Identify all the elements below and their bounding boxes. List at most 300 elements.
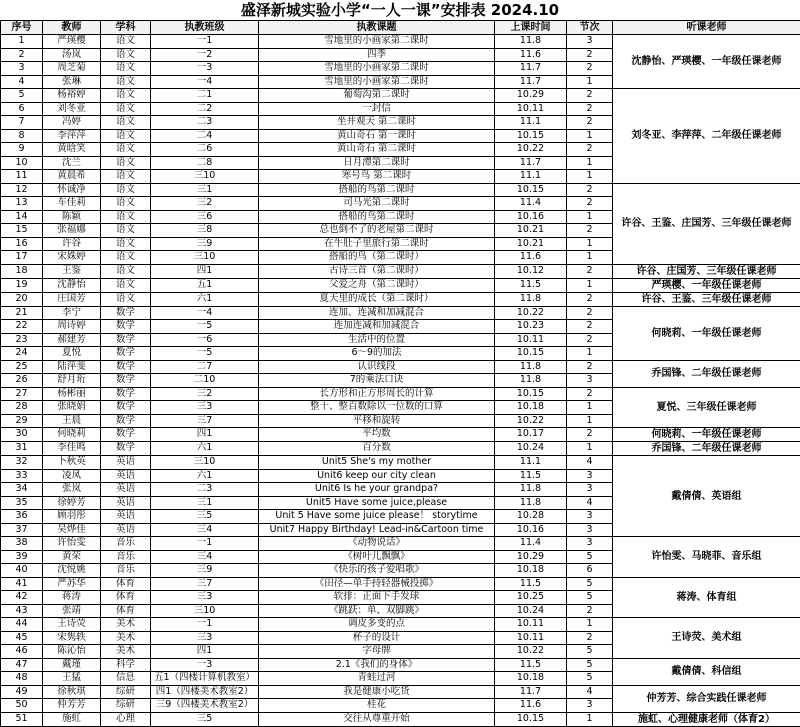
cell-teacher: 周芝菊 bbox=[43, 62, 101, 76]
cell-class: 三1 bbox=[151, 183, 259, 197]
cell-class: 一3 bbox=[151, 62, 259, 76]
cell-period: 6 bbox=[567, 564, 613, 578]
cell-class: 二6 bbox=[151, 143, 259, 157]
cell-topic: 父爱之舟（第二课时） bbox=[259, 278, 495, 292]
cell-topic: 《树叶儿飘飘》 bbox=[259, 550, 495, 564]
cell-listeners: 戴倩倩、英语组 bbox=[613, 456, 800, 537]
cell-period: 1 bbox=[567, 251, 613, 265]
cell-topic: 寒号鸟 第二课时 bbox=[259, 170, 495, 184]
cell-period: 2 bbox=[567, 428, 613, 442]
cell-class: 三9 bbox=[151, 237, 259, 251]
cell-listeners: 王诗荧、美术组 bbox=[613, 618, 800, 659]
cell-index: 1 bbox=[1, 35, 43, 49]
cell-topic: 《跳跃：单、双脚跳》 bbox=[259, 604, 495, 618]
cell-period: 2 bbox=[567, 333, 613, 347]
cell-teacher: 卜秋英 bbox=[43, 456, 101, 470]
cell-topic: 青蛙过河 bbox=[259, 672, 495, 686]
cell-period: 2 bbox=[567, 264, 613, 278]
cell-period: 2 bbox=[567, 183, 613, 197]
cell-class: 五1 bbox=[151, 278, 259, 292]
cell-topic: 黄山奇石 第二课时 bbox=[259, 143, 495, 157]
cell-time: 10.29 bbox=[495, 89, 567, 103]
cell-subject: 语文 bbox=[101, 237, 151, 251]
cell-index: 31 bbox=[1, 442, 43, 456]
cell-listeners: 许谷、王鉴、庄国芳、三年级任课老师 bbox=[613, 183, 800, 264]
cell-topic: 雪地里的小画家第二课时 bbox=[259, 62, 495, 76]
cell-teacher: 陈颖 bbox=[43, 210, 101, 224]
table-row bbox=[1, 456, 800, 470]
cell-teacher: 陈沁怡 bbox=[43, 645, 101, 659]
cell-class: 四1（四楼美术教室2） bbox=[151, 685, 259, 699]
cell-index: 38 bbox=[1, 537, 43, 551]
cell-time: 11.7 bbox=[495, 685, 567, 699]
cell-class: 三7 bbox=[151, 414, 259, 428]
cell-period: 2 bbox=[567, 62, 613, 76]
cell-class: 三2 bbox=[151, 197, 259, 211]
cell-subject: 数学 bbox=[101, 347, 151, 361]
table-row bbox=[1, 278, 800, 292]
cell-class: 一6 bbox=[151, 333, 259, 347]
cell-index: 50 bbox=[1, 699, 43, 713]
cell-class: 六1 bbox=[151, 442, 259, 456]
cell-period: 1 bbox=[567, 75, 613, 89]
cell-topic: 黄山奇石 第一课时 bbox=[259, 129, 495, 143]
cell-class: 六1 bbox=[151, 469, 259, 483]
cell-time: 11.8 bbox=[495, 35, 567, 49]
table-row bbox=[1, 618, 800, 632]
cell-topic: 日月潭第二课时 bbox=[259, 156, 495, 170]
cell-period: 2 bbox=[567, 292, 613, 306]
cell-class: 三5 bbox=[151, 510, 259, 524]
cell-class: 一5 bbox=[151, 347, 259, 361]
cell-topic: 字母牌 bbox=[259, 645, 495, 659]
cell-class: 三3 bbox=[151, 401, 259, 415]
header-subject: 学科 bbox=[101, 21, 151, 35]
cell-subject: 语文 bbox=[101, 89, 151, 103]
cell-index: 11 bbox=[1, 170, 43, 184]
cell-class: 四1 bbox=[151, 645, 259, 659]
cell-subject: 美术 bbox=[101, 631, 151, 645]
cell-time: 10.15 bbox=[495, 347, 567, 361]
cell-class: 三10 bbox=[151, 251, 259, 265]
table-row bbox=[1, 306, 800, 320]
cell-class: 二1 bbox=[151, 89, 259, 103]
header-teacher: 教师 bbox=[43, 21, 101, 35]
cell-index: 12 bbox=[1, 183, 43, 197]
cell-subject: 语文 bbox=[101, 35, 151, 49]
cell-listeners: 仲芳芳、综合实践任课老师 bbox=[613, 685, 800, 712]
cell-subject: 语文 bbox=[101, 251, 151, 265]
cell-period: 1 bbox=[567, 401, 613, 415]
cell-index: 18 bbox=[1, 264, 43, 278]
cell-teacher: 沈兰 bbox=[43, 156, 101, 170]
cell-topic: 搭船的鸟第二课时 bbox=[259, 210, 495, 224]
cell-index: 32 bbox=[1, 456, 43, 470]
cell-index: 2 bbox=[1, 48, 43, 62]
table-row bbox=[1, 577, 800, 591]
cell-time: 10.15 bbox=[495, 129, 567, 143]
cell-subject: 综研 bbox=[101, 699, 151, 713]
cell-time: 10.15 bbox=[495, 712, 567, 726]
cell-topic: 平移和旋转 bbox=[259, 414, 495, 428]
cell-topic: 《快乐的孩子爱唱歌》 bbox=[259, 564, 495, 578]
cell-subject: 科学 bbox=[101, 658, 151, 672]
cell-listeners: 乔国锋、二年级任课老师 bbox=[613, 442, 800, 456]
cell-time: 11.5 bbox=[495, 278, 567, 292]
cell-time: 10.17 bbox=[495, 428, 567, 442]
cell-period: 3 bbox=[567, 483, 613, 497]
cell-subject: 体育 bbox=[101, 604, 151, 618]
cell-period: 1 bbox=[567, 442, 613, 456]
cell-teacher: 黄晗笑 bbox=[43, 143, 101, 157]
table-row bbox=[1, 264, 800, 278]
cell-period: 4 bbox=[567, 456, 613, 470]
cell-class: 一1 bbox=[151, 618, 259, 632]
cell-subject: 英语 bbox=[101, 510, 151, 524]
cell-topic: Unit6 Is he your grandpa? bbox=[259, 483, 495, 497]
cell-subject: 语文 bbox=[101, 75, 151, 89]
table-row bbox=[1, 442, 800, 456]
cell-class: 三7 bbox=[151, 577, 259, 591]
cell-topic: Unit6 keep our city clean bbox=[259, 469, 495, 483]
cell-time: 10.15 bbox=[495, 183, 567, 197]
cell-listeners: 施虹、心理健康老师（体育2） bbox=[613, 712, 800, 726]
cell-teacher: 王晨 bbox=[43, 414, 101, 428]
cell-time: 10.15 bbox=[495, 387, 567, 401]
cell-subject: 语文 bbox=[101, 170, 151, 184]
cell-topic: 坐井观天 第二课时 bbox=[259, 116, 495, 130]
cell-time: 10.25 bbox=[495, 591, 567, 605]
cell-index: 21 bbox=[1, 306, 43, 320]
cell-index: 33 bbox=[1, 469, 43, 483]
cell-subject: 语文 bbox=[101, 129, 151, 143]
cell-teacher: 冯婷 bbox=[43, 116, 101, 130]
cell-period: 2 bbox=[567, 360, 613, 374]
cell-time: 10.22 bbox=[495, 143, 567, 157]
cell-time: 11.8 bbox=[495, 360, 567, 374]
cell-listeners: 乔国锋、二年级任课老师 bbox=[613, 360, 800, 387]
cell-class: 五1（四楼计算机教室） bbox=[151, 672, 259, 686]
cell-period: 2 bbox=[567, 604, 613, 618]
cell-time: 10.28 bbox=[495, 510, 567, 524]
cell-class: 四1 bbox=[151, 428, 259, 442]
cell-teacher: 宋隽轶 bbox=[43, 631, 101, 645]
cell-period: 2 bbox=[567, 320, 613, 334]
cell-class: 三9（四楼美术教室2） bbox=[151, 699, 259, 713]
cell-subject: 语文 bbox=[101, 156, 151, 170]
cell-class: 三5 bbox=[151, 712, 259, 726]
cell-subject: 音乐 bbox=[101, 537, 151, 551]
header-row bbox=[1, 21, 800, 35]
cell-topic: 长方形和正方形周长的计算 bbox=[259, 387, 495, 401]
cell-subject: 语文 bbox=[101, 292, 151, 306]
cell-index: 51 bbox=[1, 712, 43, 726]
cell-subject: 语文 bbox=[101, 278, 151, 292]
cell-time: 10.11 bbox=[495, 102, 567, 116]
cell-teacher: 李佳鸣 bbox=[43, 442, 101, 456]
cell-class: 三3 bbox=[151, 591, 259, 605]
cell-index: 23 bbox=[1, 333, 43, 347]
cell-topic: 生活中的位置 bbox=[259, 333, 495, 347]
cell-listeners: 严瑛樱、一年级任课老师 bbox=[613, 278, 800, 292]
cell-time: 11.8 bbox=[495, 483, 567, 497]
cell-topic: 《动物说话》 bbox=[259, 537, 495, 551]
cell-index: 39 bbox=[1, 550, 43, 564]
cell-period: 1 bbox=[567, 278, 613, 292]
table-row bbox=[1, 387, 800, 401]
cell-teacher: 顾羽彤 bbox=[43, 510, 101, 524]
cell-teacher: 施虹 bbox=[43, 712, 101, 726]
cell-topic: 2.1《我们的身体》 bbox=[259, 658, 495, 672]
cell-period: 1 bbox=[567, 712, 613, 726]
cell-subject: 语文 bbox=[101, 116, 151, 130]
cell-listeners: 许谷、王鉴、三年级任课老师 bbox=[613, 292, 800, 306]
cell-index: 9 bbox=[1, 143, 43, 157]
cell-time: 10.23 bbox=[495, 320, 567, 334]
cell-time: 11.5 bbox=[495, 658, 567, 672]
cell-period: 5 bbox=[567, 591, 613, 605]
cell-time: 11.4 bbox=[495, 537, 567, 551]
cell-teacher: 庄国芳 bbox=[43, 292, 101, 306]
table-row bbox=[1, 183, 800, 197]
cell-class: 三4 bbox=[151, 550, 259, 564]
cell-class: 二3 bbox=[151, 116, 259, 130]
cell-period: 2 bbox=[567, 48, 613, 62]
cell-index: 30 bbox=[1, 428, 43, 442]
cell-time: 10.11 bbox=[495, 631, 567, 645]
cell-class: 六1 bbox=[151, 292, 259, 306]
cell-index: 48 bbox=[1, 672, 43, 686]
cell-index: 22 bbox=[1, 320, 43, 334]
cell-class: 二7 bbox=[151, 360, 259, 374]
cell-class: 三2 bbox=[151, 387, 259, 401]
cell-topic: 古诗三首（第二课时） bbox=[259, 264, 495, 278]
cell-topic: 调皮多变的点 bbox=[259, 618, 495, 632]
cell-topic: 认识线段 bbox=[259, 360, 495, 374]
cell-teacher: 宋姝婷 bbox=[43, 251, 101, 265]
cell-teacher: 黄晨希 bbox=[43, 170, 101, 184]
cell-class: 一5 bbox=[151, 320, 259, 334]
cell-index: 3 bbox=[1, 62, 43, 76]
cell-class: 三3 bbox=[151, 631, 259, 645]
cell-class: 三10 bbox=[151, 456, 259, 470]
cell-time: 11.6 bbox=[495, 251, 567, 265]
cell-index: 49 bbox=[1, 685, 43, 699]
cell-teacher: 舒月珩 bbox=[43, 374, 101, 388]
cell-topic: 总也倒不了的老屋第二课时 bbox=[259, 224, 495, 238]
cell-period: 2 bbox=[567, 143, 613, 157]
cell-period: 2 bbox=[567, 102, 613, 116]
cell-topic: Unit7 Happy Birthday! Lead-in&Cartoon time bbox=[259, 523, 495, 537]
cell-subject: 数学 bbox=[101, 360, 151, 374]
cell-subject: 数学 bbox=[101, 374, 151, 388]
cell-topic: 连加、连减和加减混合 bbox=[259, 306, 495, 320]
cell-subject: 英语 bbox=[101, 469, 151, 483]
cell-period: 5 bbox=[567, 550, 613, 564]
cell-subject: 语文 bbox=[101, 224, 151, 238]
cell-topic: 百分数 bbox=[259, 442, 495, 456]
schedule-body bbox=[1, 35, 800, 727]
cell-index: 20 bbox=[1, 292, 43, 306]
cell-teacher: 仲芳芳 bbox=[43, 699, 101, 713]
cell-teacher: 戴瑾 bbox=[43, 658, 101, 672]
cell-period: 1 bbox=[567, 237, 613, 251]
cell-time: 11.4 bbox=[495, 197, 567, 211]
cell-period: 3 bbox=[567, 523, 613, 537]
cell-class: 一1 bbox=[151, 537, 259, 551]
cell-teacher: 怀诚净 bbox=[43, 183, 101, 197]
cell-time: 11.7 bbox=[495, 62, 567, 76]
cell-index: 43 bbox=[1, 604, 43, 618]
cell-teacher: 王鉴 bbox=[43, 264, 101, 278]
cell-topic: 桂花 bbox=[259, 699, 495, 713]
cell-subject: 语文 bbox=[101, 197, 151, 211]
cell-topic: 交往从尊重开始 bbox=[259, 712, 495, 726]
cell-topic: 软排：正面下手发球 bbox=[259, 591, 495, 605]
cell-time: 10.22 bbox=[495, 306, 567, 320]
cell-index: 36 bbox=[1, 510, 43, 524]
cell-class: 一1 bbox=[151, 35, 259, 49]
cell-time: 11.6 bbox=[495, 48, 567, 62]
table-row bbox=[1, 89, 800, 103]
table-row bbox=[1, 360, 800, 374]
cell-subject: 语文 bbox=[101, 210, 151, 224]
cell-index: 4 bbox=[1, 75, 43, 89]
cell-class: 三6 bbox=[151, 210, 259, 224]
cell-period: 3 bbox=[567, 510, 613, 524]
cell-teacher: 许怡雯 bbox=[43, 537, 101, 551]
cell-period: 3 bbox=[567, 374, 613, 388]
cell-period: 1 bbox=[567, 129, 613, 143]
cell-teacher: 夏悦 bbox=[43, 347, 101, 361]
table-row bbox=[1, 685, 800, 699]
cell-time: 11.7 bbox=[495, 75, 567, 89]
cell-listeners: 何晓莉、一年级任课老师 bbox=[613, 306, 800, 360]
cell-topic: 雪地里的小画家第二课时 bbox=[259, 35, 495, 49]
cell-teacher: 严瑛樱 bbox=[43, 35, 101, 49]
cell-class: 二10 bbox=[151, 374, 259, 388]
cell-class: 三1 bbox=[151, 496, 259, 510]
cell-topic: 7的乘法口诀 bbox=[259, 374, 495, 388]
cell-time: 10.24 bbox=[495, 442, 567, 456]
cell-time: 10.11 bbox=[495, 618, 567, 632]
cell-index: 28 bbox=[1, 401, 43, 415]
cell-time: 10.16 bbox=[495, 210, 567, 224]
cell-teacher: 刘冬亚 bbox=[43, 102, 101, 116]
cell-topic: 连加连减和加减混合 bbox=[259, 320, 495, 334]
cell-time: 11.8 bbox=[495, 496, 567, 510]
cell-subject: 数学 bbox=[101, 306, 151, 320]
cell-teacher: 许谷 bbox=[43, 237, 101, 251]
cell-teacher: 徐婷芳 bbox=[43, 496, 101, 510]
cell-time: 10.18 bbox=[495, 564, 567, 578]
cell-time: 11.1 bbox=[495, 116, 567, 130]
cell-teacher: 周诗婷 bbox=[43, 320, 101, 334]
cell-index: 10 bbox=[1, 156, 43, 170]
cell-topic: 平均数 bbox=[259, 428, 495, 442]
header-listeners: 听课老师 bbox=[613, 21, 800, 35]
cell-teacher: 杨彬丽 bbox=[43, 387, 101, 401]
cell-subject: 语文 bbox=[101, 48, 151, 62]
cell-topic: 杯子的设计 bbox=[259, 631, 495, 645]
cell-teacher: 吴烨佳 bbox=[43, 523, 101, 537]
header-topic: 执教课题 bbox=[259, 21, 495, 35]
cell-period: 5 bbox=[567, 672, 613, 686]
cell-class: 一3 bbox=[151, 658, 259, 672]
cell-subject: 音乐 bbox=[101, 550, 151, 564]
cell-period: 1 bbox=[567, 156, 613, 170]
cell-teacher: 张福娜 bbox=[43, 224, 101, 238]
cell-time: 11.5 bbox=[495, 577, 567, 591]
cell-class: 一4 bbox=[151, 306, 259, 320]
cell-class: 三4 bbox=[151, 523, 259, 537]
cell-subject: 英语 bbox=[101, 456, 151, 470]
cell-teacher: 徐秋琪 bbox=[43, 685, 101, 699]
cell-teacher: 张琳 bbox=[43, 75, 101, 89]
cell-subject: 数学 bbox=[101, 387, 151, 401]
cell-teacher: 张岚 bbox=[43, 483, 101, 497]
cell-time: 11.1 bbox=[495, 170, 567, 184]
cell-class: 三9 bbox=[151, 564, 259, 578]
cell-teacher: 张晓娟 bbox=[43, 401, 101, 415]
table-row bbox=[1, 712, 800, 726]
cell-topic: 我是健康小吃货 bbox=[259, 685, 495, 699]
cell-period: 3 bbox=[567, 35, 613, 49]
cell-index: 47 bbox=[1, 658, 43, 672]
cell-index: 24 bbox=[1, 347, 43, 361]
cell-topic: 四季 bbox=[259, 48, 495, 62]
cell-time: 10.29 bbox=[495, 550, 567, 564]
cell-teacher: 王诗荧 bbox=[43, 618, 101, 632]
cell-teacher: 车佳莉 bbox=[43, 197, 101, 211]
cell-time: 11.1 bbox=[495, 456, 567, 470]
cell-class: 二2 bbox=[151, 102, 259, 116]
cell-index: 42 bbox=[1, 591, 43, 605]
header-class: 执教班级 bbox=[151, 21, 259, 35]
cell-period: 1 bbox=[567, 210, 613, 224]
cell-period: 4 bbox=[567, 685, 613, 699]
cell-teacher: 严苏华 bbox=[43, 577, 101, 591]
cell-subject: 数学 bbox=[101, 333, 151, 347]
cell-index: 34 bbox=[1, 483, 43, 497]
cell-teacher: 蒋涛 bbox=[43, 591, 101, 605]
cell-period: 3 bbox=[567, 469, 613, 483]
cell-index: 6 bbox=[1, 102, 43, 116]
cell-period: 5 bbox=[567, 645, 613, 659]
cell-index: 17 bbox=[1, 251, 43, 265]
cell-period: 3 bbox=[567, 699, 613, 713]
cell-time: 11.6 bbox=[495, 699, 567, 713]
cell-listeners: 蒋涛、体育组 bbox=[613, 577, 800, 618]
cell-index: 15 bbox=[1, 224, 43, 238]
cell-class: 二4 bbox=[151, 129, 259, 143]
cell-period: 2 bbox=[567, 89, 613, 103]
cell-period: 5 bbox=[567, 577, 613, 591]
cell-teacher: 沈静怡 bbox=[43, 278, 101, 292]
cell-period: 2 bbox=[567, 197, 613, 211]
cell-class: 二8 bbox=[151, 156, 259, 170]
cell-time: 10.18 bbox=[495, 401, 567, 415]
schedule-table bbox=[0, 20, 800, 727]
cell-period: 2 bbox=[567, 224, 613, 238]
cell-subject: 美术 bbox=[101, 645, 151, 659]
table-row bbox=[1, 537, 800, 551]
cell-subject: 数学 bbox=[101, 401, 151, 415]
cell-subject: 英语 bbox=[101, 496, 151, 510]
cell-teacher: 黄荣 bbox=[43, 550, 101, 564]
cell-teacher: 杨裕婷 bbox=[43, 89, 101, 103]
cell-listeners: 刘冬亚、李萍萍、二年级任课老师 bbox=[613, 89, 800, 184]
